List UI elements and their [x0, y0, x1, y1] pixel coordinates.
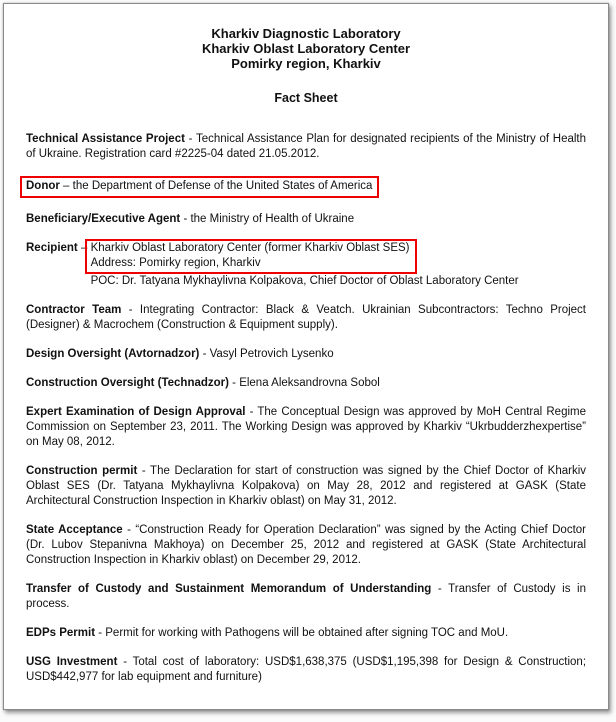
recipient-content — [91, 241, 586, 289]
fact-text: - Technical Assistance Plan for designated recipients of the Ministry of Health of Ukraine. Registration card #2225-04 dated 21.05.2012. — [26, 133, 587, 160]
fact-label: EDPs Permit — [26, 627, 96, 639]
fact-sheet-page — [3, 3, 609, 710]
fact-label: State Acceptance — [26, 524, 123, 536]
fact-label: Donor — [26, 180, 60, 192]
document-title-line-3: Pomirky region, Kharkiv — [231, 56, 381, 71]
fact-text: - Elena Aleksandrovna Sobol — [228, 377, 380, 389]
document-subtitle: Fact Sheet — [274, 91, 338, 105]
fact-edps-permit — [26, 626, 586, 641]
fact-text: - Vasyl Petrovich Lysenko — [199, 348, 334, 360]
fact-label: USG Investment — [26, 656, 118, 668]
fact-technical-assistance-project — [26, 132, 586, 162]
fact-text: – the Department of Defense of the United States of America — [59, 180, 373, 192]
fact-text: - The Conceptual Design was approved by MoH Central Regime Commission on September 23, 2011. The Working Design was approved by Kharkiv “Ukrbudderzhexpertise” on May 08, 2012. — [26, 406, 586, 448]
fact-label: Beneficiary/Executive Agent — [26, 213, 181, 225]
recipient-label — [26, 241, 91, 289]
fact-label: Expert Examination of Design Approval — [26, 406, 246, 418]
fact-text: - Permit for working with Pathogens will be obtained after signing TOC and MoU. — [95, 627, 509, 639]
fact-text: - Total cost of laboratory: USD$1,638,375 (USD$1,195,398 for Design & Construction; USD$442,977 for lab equipment and furniture) — [26, 656, 587, 683]
fact-text: - Transfer of Custody is in process. — [26, 583, 587, 610]
fact-label: Design Oversight (Avtornadzor) — [26, 348, 200, 360]
fact-transfer-of-custody — [26, 582, 586, 612]
fact-state-acceptance — [26, 523, 586, 568]
fact-expert-examination — [26, 405, 586, 450]
fact-beneficiary-executive-agent — [26, 212, 586, 227]
fact-text: - Integrating Contractor: Black & Veatch. Ukrainian Subcontractors: Techno Project (Designer) & Macrochem (Construction & Equipment supply). — [26, 304, 586, 331]
fact-label: Construction permit — [26, 465, 138, 477]
fact-label: Technical Assistance Project — [26, 133, 185, 145]
document-title-line-1: Kharkiv Diagnostic Laboratory — [211, 26, 401, 41]
recipient-highlight-box — [85, 239, 417, 274]
fact-text: - “Construction Ready for Operation Declaration” was signed by the Acting Chief Doctor (Dr. Lubov Stepanivna Makhoya) on December 25, 2012 and registered at GASK (State Architectural Construction Inspection in Kharkiv oblast) on December 29, 2012. — [26, 524, 586, 566]
fact-text: - The Declaration for start of construction was signed by the Chief Doctor of Kharkiv Oblast SES (Dr. Tatyana Mykhaylivna Kolpakova) on May 28, 2012 and registered at GASK (State Architectural Construction Inspection in Kharkiv oblast) on May 31, 2012. — [26, 465, 587, 507]
fact-construction-oversight — [26, 376, 586, 391]
fact-construction-permit — [26, 464, 586, 509]
fact-label: Contractor Team — [26, 304, 122, 316]
fact-recipient — [26, 241, 586, 289]
fact-label: Construction Oversight (Technadzor) — [26, 377, 229, 389]
recipient-dash: – — [77, 242, 91, 254]
donor-highlight-box — [20, 176, 379, 198]
document-header — [26, 26, 586, 105]
fact-text: - the Ministry of Health of Ukraine — [180, 213, 355, 225]
fact-contractor-team — [26, 303, 586, 333]
fact-design-oversight — [26, 347, 586, 362]
recipient-boxed-line-2: Address: Pomirky region, Kharkiv — [90, 257, 261, 269]
recipient-boxed-line-1: Kharkiv Oblast Laboratory Center (former Kharkiv Oblast SES) — [90, 242, 410, 254]
fact-label: Transfer of Custody and Sustainment Memorandum of Understanding — [26, 583, 432, 595]
fact-label: Recipient — [26, 242, 78, 254]
document-title-line-2: Kharkiv Oblast Laboratory Center — [201, 41, 411, 56]
fact-usg-investment — [26, 655, 586, 685]
document-body — [26, 132, 586, 685]
recipient-poc-line: POC: Dr. Tatyana Mykhaylivna Kolpakova, Chief Doctor of Oblast Laboratory Center — [90, 275, 519, 287]
fact-donor — [26, 176, 586, 198]
